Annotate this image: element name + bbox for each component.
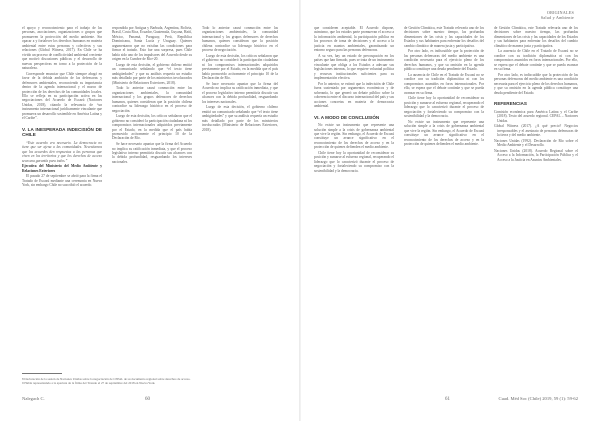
paragraph: Por otro lado, es indiscutible que la protección de las personas defensoras del medio ambiente es una condición necesaria para el ejercicio pleno de los derechos humanos, y que su omisión en la agenda pública constituye una deuda pendiente del Estado. [404, 49, 484, 72]
references-title: REFERENCIAS [494, 101, 527, 107]
footer-author: Nalegach C. [22, 396, 45, 401]
paragraph: de Gestión Climática, este Tratado relevaría uno de los decisiones sobre nuestro tiempo, las profundas dimensiones de las crisis y las capacidades de los Estados y sus habitantes para enfrentar los desafíos del cambio climático de manera justa y participativa. [494, 26, 578, 48]
footnote: 8 Declaración de la sesión de Naciones Unidas sobre la negociación de CEPAL de su documento regional sobre derechos de acceso. [22, 377, 191, 381]
paragraph: Chile tiene hoy la oportunidad de reconsiderar su posición y sumarse al esfuerzo regional, recuperando el liderazgo que lo caracterizó durante el proceso de negociación y fortaleciendo su compromiso con la sostenibilidad y la democracia. [404, 96, 484, 119]
right-page-column-2 [404, 26, 484, 148]
footnote-rule [22, 373, 62, 374]
footnotes [22, 377, 284, 385]
right-page-column-3 [494, 26, 578, 164]
paragraph: Corresponde enunciar que Chile siempre abogó en favor de la debida ambición de las defensoras y defensores ambientales, reconociendo su importancia dentro de la agenda internacional y el marco de protección de los derechos de las comunidades locales. Ello se refleja en su participación activa en las negociaciones del Acuerdo de Escazú (Naciones Unidas, 2018), citando la relevancia de “un instrumento internacional jurídicamente vinculante que promueva un desarrollo sostenible en América Latina y el Caribe”. [22, 71, 102, 121]
paragraph: Luego de esta decisión, los críticos señalaron que el gobierno no consideró la participación ciudadana ni los compromisos internacionales adquiridos previamente por el Estado, en la medida que el país había promovido activamente el principio 10 de la Declaración de Río. [202, 53, 278, 81]
paragraph: el apoyo y reconocimiento para el trabajo de las personas, asociaciones, organizaciones o grupos que promueven la protección del medio ambiente. Sin opacar a y fortalecer los derechos humanos en materia ambiental entre estas personas y colectivos y sus relaciones (Global Witness, 2017). En Chile se ha vivido un proceso de conflictividad ambiental creciente que motivó discusiones públicas y el desarrollo de nuevas perspectivas en torno a la protección de la naturaleza. [22, 26, 102, 71]
paragraph: El pasado 27 de septiembre se abrió para la firma el Tratado de Escazú mediante una ceremonia en Nueva York, sin embargo Chile no suscribió el acuerdo. [22, 174, 102, 188]
page-number: 60 [145, 397, 150, 402]
left-page-column-3 [202, 26, 278, 133]
paragraph: Luego de esta decisión, los críticos señalaron que el gobierno no consideró la participación ciudadana ni los compromisos internacionales adquiridos previamente por el Estado, en la medida que el país había promovido activamente el principio 10 de la Declaración de Río. [112, 114, 192, 141]
reference-item: Naciones Unidas (1992). Declaración de Río sobre el Medio Ambiente y el Desarrollo. [494, 138, 578, 148]
reference-item: Global Witness (2017). ¿A qué precio? Negocios irresponsables y el asesinato de personas defensoras de la tierra y del medio ambiente. [494, 124, 578, 138]
paragraph: Se hace necesario apuntar que la firma del Acuerdo no implica su ratificación inmediata, y que el proceso legislativo interno permitiría discutir sus alcances con la debida profundidad, resguardando los intereses nacionales. [112, 142, 192, 164]
paragraph: La ausencia de Chile en el Tratado de Escazú no se condice con su tradición diplomática ni con los compromisos asumidos en foros internacionales. Por ello, se espera que el debate continúe y que se pueda avanzar en su firma. [404, 72, 484, 95]
paragraph: Por otro lado, es indiscutible que la protección de las personas defensoras del medio ambiente es una condición necesaria para el ejercicio pleno de los derechos humanos, y que su omisión en la agenda pública constituye una deuda pendiente del Estado. [494, 72, 578, 95]
right-page-column-1 [314, 26, 394, 174]
references-list [494, 110, 578, 163]
right-page [300, 0, 600, 421]
reference-item: Comisión económica para América Latina y el Caribe (2018). Texto del acuerdo regional. CEPAL – Naciones Unidas. [494, 109, 578, 123]
paragraph: respondida por Antigua y Barbuda, Argentina, Bolivia, Brasil, Costa Rica, Ecuador, Guatemala, Guyana, Haití, México, Panamá, Paraguay, Perú, República Dominicana, Santa Lucía y Uruguay. Quienes argumentaron que no existían las condiciones para firmar el tratado. Esto fue una sorpresa, pues Chile había sido uno de los impulsores del Acuerdo desde su origen en la Cumbre de Río+20. [112, 26, 192, 62]
section-title: V. LA INESPERADA INDECISIÓN DE CHILE [22, 126, 102, 138]
paragraph: Todo lo anterior causó conmoción entre las organizaciones ambientales, la comunidad internacional y los grupos defensores de derechos humanos, quienes consideran que la posición chilena contradice su liderazgo histórico en el proceso de negociación. [202, 26, 278, 53]
bold-attribution: Ejecutiva del Ministerio del Medio Ambiente y Relaciones Exteriores [22, 164, 102, 173]
paragraph: Chile tiene hoy la oportunidad de reconsiderar su posición y sumarse al esfuerzo regional, recuperando el liderazgo que lo caracterizó durante el proceso de negociación y fortaleciendo su compromiso con la sostenibilidad y la democracia. [314, 151, 394, 173]
page-number: 61 [445, 397, 450, 402]
paragraph: La ausencia de Chile en el Tratado de Escazú no se condice con su tradición diplomática ni con los compromisos asumidos en foros internacionales. Por ello, se espera que el debate continúe y que se pueda avanzar en su firma. [494, 49, 578, 72]
running-head-section: ORIGINALES [546, 10, 574, 15]
paragraph: Luego de esta decisión, el gobierno chileno emitió un comunicado señalando que “el texto tiene ambigüedades” y que su análisis requería un estudio más detallado por parte de los ministerios involucrados (Ministerio de Relaciones Exteriores, 2018). [112, 62, 192, 85]
paragraph: A su vez, hay un estado de preocupación en los países que han firmado, pues se trata de un instrumento vinculante que obliga a los Estados a adecuar sus legislaciones internas, lo que requiere voluntad política y recursos institucionales suficientes para su implementación efectiva. [314, 53, 394, 81]
paragraph: Se hace necesario apuntar que la firma del Acuerdo no implica su ratificación inmediata, y que el proceso legislativo interno permitiría discutir sus alcances con la debida profundidad, resguardando los intereses nacionales. [202, 81, 278, 104]
quote: “Este acuerdo era necesario. La democracia no tiene que ser ajena a las comunidades. Necesitamos que los acuerdos den respuestas a las personas que viven en los territorios y que los derechos de acceso sean una garantía para todos.” [22, 140, 102, 163]
paragraph: No existe un instrumento que represente una solución simple a la crisis de gobernanza ambiental que vive la región. Sin embargo, el Acuerdo de Escazú constituye un avance significativo en el reconocimiento de los derechos de acceso y en la protección de quienes defienden el medio ambiente. [404, 119, 484, 147]
left-page-column-1 [22, 26, 102, 189]
footnote: 9 Habla representando a la apertura de la firma del Tratado el 27 de septiembre del 2018 en Nueva York. [22, 381, 156, 385]
left-page-column-2 [112, 26, 192, 166]
paragraph: Luego de esta decisión, el gobierno chileno emitió un comunicado señalando que “el texto tiene ambigüedades” y que su análisis requería un estudio más detallado por parte de los ministerios involucrados (Ministerio de Relaciones Exteriores, 2018). [202, 105, 278, 132]
running-head-topic: Salud y Ambiente [540, 15, 574, 20]
reference-item: Naciones Unidas (2018). Acuerdo Regional sobre el Acceso a la Información, la Participación Pública y el Acceso a la Justicia en Asuntos Ambientales. [494, 148, 578, 162]
paragraph: No existe un instrumento que represente una solución simple a la crisis de gobernanza ambiental que vive la región. Sin embargo, el Acuerdo de Escazú constituye un avance significativo en el reconocimiento de los derechos de acceso y en la protección de quienes defienden el medio ambiente. [314, 123, 394, 150]
footer-journal: Cuad. Méd Soc (Chile) 2019, 59 (1): 59-62 [498, 396, 578, 401]
paragraph: Por lo anterior, se estimó que la indecisión de Chile fuera sustentada por argumentos económicos y de soberanía, lo que generó un debate público sobre la coherencia entre el discurso internacional del país y sus acciones concretas en materia de democracia ambiental. [314, 81, 394, 109]
paragraph: Todo lo anterior causó conmoción entre las organizaciones ambientales, la comunidad internacional y los grupos defensores de derechos humanos, quienes consideran que la posición chilena contradice su liderazgo histórico en el proceso de negociación. [112, 86, 192, 113]
section-title: VI. A MODO DE CONCLUSIÓN [314, 114, 380, 120]
paragraph: que consideren aceptable. El Acuerdo dispone, asimismo, que los estados parte promuevan el acceso a la información ambiental, la participación pública en los procesos de toma de decisiones y el acceso a la justicia en asuntos ambientales, garantizando un entorno seguro para las personas defensoras. [314, 26, 394, 53]
paragraph: de Gestión Climática, este Tratado relevaría uno de los decisiones sobre nuestro tiempo, las profundas dimensiones de las crisis y las capacidades de los Estados y sus habitantes para enfrentar los desafíos del cambio climático de manera justa y participativa. [404, 26, 484, 48]
running-head [541, 10, 574, 20]
